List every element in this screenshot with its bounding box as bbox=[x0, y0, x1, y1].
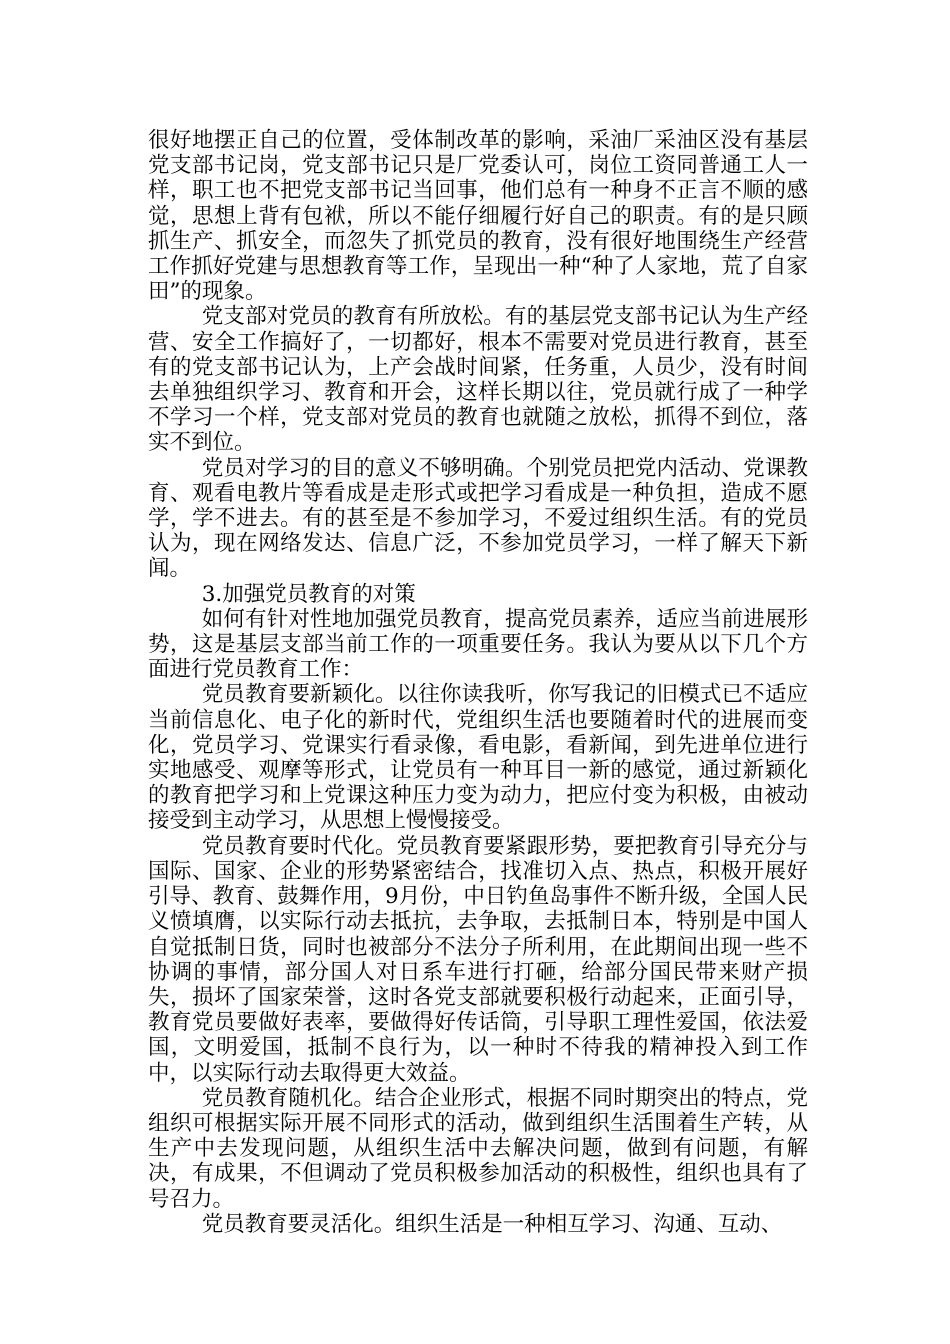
paragraph-flexible-education: 党员教育要灵活化。组织生活是一种相互学习、沟通、互动、 bbox=[201, 1211, 783, 1237]
paragraph-novel-education: 党员教育要新颖化。以往你读我听，你写我记的旧模式已不适应当前信息化、电子化的新时代，党组织生活也要随着时代的进展而变化，党员学习、党课实行看录像，看电影，看新闻，到先进单位进行实地感受、观摩等形式，让党员有一种耳目一新的感觉，通过新颖化的教育把学习和上党课这种压力变为动力，把应付变为积极，由被动接受到主动学习，从思想上慢慢接受。 bbox=[148, 682, 808, 834]
paragraph-learning-purpose: 党员对学习的目的意义不够明确。个别党员把党内活动、党课教育、观看电教片等看成是走形式或把学习看成是一种负担，造成不愿学，学不进去。有的甚至是不参加学习，不爱过组织生活。有的党员认为，现在网络发达、信息广泛，不参加党员学习，一样了解天下新闻。 bbox=[148, 455, 808, 582]
paragraph-education-relaxed: 党支部对党员的教育有所放松。有的基层党支部书记认为生产经营、安全工作搞好了，一切都好，根本不需要对党员进行教育，甚至有的党支部书记认为，上产会战时间紧，任务重，人员少，没有时间去单独组织学习、教育和开会，这样长期以往，党员就行成了一种学不学习一个样，党支部对党员的教育也就随之放松，抓得不到位，落实不到位。 bbox=[148, 304, 808, 456]
document-body bbox=[148, 128, 808, 1237]
section-heading-countermeasures: 3.加强党员教育的对策 bbox=[201, 581, 416, 607]
paragraph-random-education: 党员教育随机化。结合企业形式，根据不同时期突出的特点，党组织可根据实际开展不同形式的活动，做到组织生活围着生产转，从生产中去发现问题，从组织生活中去解决问题，做到有问题，有解决，有成果，不但调动了党员积极参加活动的积极性，组织也具有了号召力。 bbox=[148, 1085, 808, 1212]
paragraph-branch-secretary-position: 很好地摆正自己的位置，受体制改革的影响，采油厂采油区没有基层党支部书记岗，党支部书记只是厂党委认可，岗位工资同普通工人一样，职工也不把党支部书记当回事，他们总有一种身不正言不顺的感觉，思想上背有包袱，所以不能仔细履行好自己的职责。有的是只顾抓生产、抓安全，而忽失了抓党员的教育，没有很好地围绕生产经营工作抓好党建与思想教育等工作，呈现出一种“种了人家地，荒了自家田”的现象。 bbox=[148, 128, 808, 305]
paragraph-timely-education: 党员教育要时代化。党员教育要紧跟形势，要把教育引导充分与国际、国家、企业的形势紧密结合，找准切入点、热点，积极开展好引导、教育、鼓舞作用，9月份，中日钓鱼岛事件不断升级，全国人民义愤填膺，以实际行动去抵抗，去争取，去抵制日本，特别是中国人自觉抵制日货，同时也被部分不法分子所利用，在此期间出现一些不协调的事情，部分国人对日系车进行打砸，给部分国民带来财产损失，损坏了国家荣誉，这时各党支部就要积极行动起来，正面引导，教育党员要做好表率，要做得好传话筒，引导职工理性爱国，依法爱国，文明爱国，抵制不良行为，以一种时不待我的精神投入到工作中，以实际行动去取得更大效益。 bbox=[148, 833, 808, 1086]
paragraph-countermeasures-intro: 如何有针对性地加强党员教育，提高党员素养，适应当前进展形势，这是基层支部当前工作的一项重要任务。我认为要从以下几个方面进行党员教育工作： bbox=[148, 606, 808, 683]
